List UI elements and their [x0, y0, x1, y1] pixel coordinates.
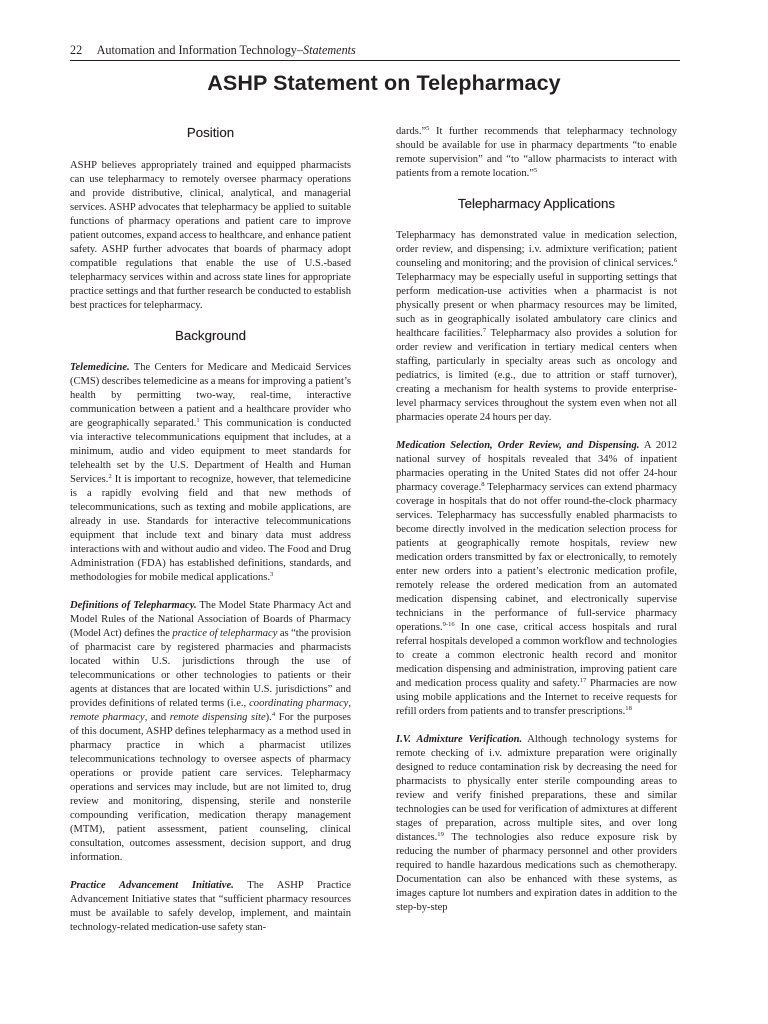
left-column [70, 125, 351, 935]
footnote-ref: 9-16 [442, 620, 455, 628]
running-head-emphasis: Statements [302, 43, 356, 57]
term-coordinating-pharmacy: coordinating pharmacy [249, 698, 349, 710]
heading-position: Position [186, 125, 235, 140]
page-number: 22 [70, 43, 83, 57]
run-in-definitions: Definitions of Telepharmacy. [70, 599, 197, 611]
footnote-ref: 1 [196, 417, 200, 425]
run-in-telemedicine: Telemedicine. [70, 362, 130, 374]
footnote-ref: 19 [437, 830, 444, 838]
footnote-ref: 7 [482, 327, 487, 335]
heading-background: Background [175, 328, 246, 344]
practice-advancement-paragraph: Practice Advancement Initiative. The ASHP Practice Advancement Initiative states that “sufficient pharmacy resources must be available to safely develop, implement, and maintain technology-related medication-use safety stan- [70, 879, 352, 933]
footnote-ref: 2 [108, 473, 112, 481]
run-in-medication-selection: Medication Selection, Order Review, and Dispensing. [396, 439, 640, 451]
footnote-ref: 4 [271, 711, 276, 719]
position-paragraph: ASHP believes appropriately trained and equipped pharmacists can use telepharmacy to remotely oversee pharmacy operations and provide distributive, clinical, analytical, and managerial services. ASHP advocates that telepharmacy be applied to suitable functions of pharmacy operations and patient care to improve patient outcomes, expand access to healthcare, and enhance patient safety. ASHP further advocates that boards of pharmacy adopt compatible regulations that enable the use of U.S.-based telepharmacy services within and across state lines for appropriate practice settings and that further research be conducted to establish best practices for telepharmacy. [70, 160, 351, 312]
footnote-ref: 6 [673, 257, 677, 265]
applications-intro-paragraph: Telepharmacy has demonstrated value in medication selection, order review, and dispensing; i.v. admixture verification; patient counseling and monitoring; and the provision of clinical services.$^6$ Telepharmacy may be especially useful in supporting settings that perform medication-use activities when a pharmacist is not physically present or when pharmacy resources may be limited, such as in geographically isolated ambulatory care clinics and healthcare facilities.$^7$ Telepharmacy also provides a solution for order review and verification in tertiary medical centers when staffing, particularly in specialty areas such as oncology and pediatrics, is limited (e.g., due to attrition or staff turnover), creating a mechanism for health systems to provide enterprise-level pharmacy services throughout the system even when not all pharmacies operate 24 hours per day. [396, 230, 677, 424]
running-head-title: Automation and Information Technology–Statements [96, 43, 356, 57]
footnote-ref: 5 [426, 125, 430, 132]
document-title: ASHP Statement on Telepharmacy [207, 71, 561, 95]
medication-selection-paragraph: Medication Selection, Order Review, and Dispensing. A 2012 national survey of hospitals revealed that 34% of inpatient pharmacies operating in the United States did not offer 24-hour pharmacy coverage.$^8$ Telepharmacy services can extend pharmacy coverage in hospitals that do not offer round-the-clock pharmacy services. Telepharmacy has successfully enabled pharmacists to become directly involved in the medication selection process for patients at geographically remote hospitals, review new medication orders transmitted by fax or electronically, to remotely enter new orders into a patient’s electronic medication profile, remotely release the ordered medication from an automated medication dispensing cabinet, and electronically supervise technicians in the performance of full-service pharmacy operations.$^{9-16}$ In one case, critical access hospitals and rural referral hospitals developed a common workflow and technologies to create a common electronic health record and monitor medication dispensing and administration, improving patient care and medication process quality and safety.$^{17}$ Pharmacies are now using mobile applications and the Internet to receive requests for refill orders from patients and to transfer prescriptions.$^{18}$ [396, 439, 677, 718]
run-in-practice-advancement: Practice Advancement Initiative. [70, 879, 234, 891]
footnote-ref: 17 [579, 677, 587, 685]
iv-admixture-paragraph: I.V. Admixture Verification. Although technology systems for remote checking of i.v. admixture preparation were originally designed to reduce contamination risk by decreasing the need for pharmacists to physically enter sterile compounding areas to review and verify finished preparations, these and similar technologies can be used for verification of admixtures at different stages of preparation, across multiple sites, and over long distances.$^{19}$ The technologies also reduce exposure risk by reducing the number of pharmacy personnel and other providers required to handle hazardous medications such as chemotherapy. Documentation can also be enhanced with these systems, as images capture lot numbers and expiration dates in addition to the step-by-step [396, 733, 677, 913]
telemedicine-paragraph: Telemedicine. The Centers for Medicare and Medicaid Services (CMS) describes telemedicine as a means for improving a patient’s health by permitting two-way, real-time, interactive communication between a patient and a healthcare provider who are geographically separated.$^1$ This communication is conducted via interactive telecommunications equipment that includes, at a minimum, audio and video equipment to meet standards for telehealth set by the U.S. Department of Health and Human Services.$^2$ It is important to recognize, however, that telemedicine is a rapidly evolving field and that new methods of telecommunications, such as texting and mobile applications, are already in use. Standards for interactive telecommunications equipment that include text and binary data must address interactions with and without audio and video. The Food and Drug Administration (FDA) has established definitions, standards, and methodologies for mobile medical applications.$^3$ [70, 362, 351, 584]
term-remote-dispensing-site: remote dispensing site [169, 712, 266, 724]
term-remote-pharmacy: remote pharmacy [70, 712, 145, 724]
term-practice-of-telepharmacy: practice of telepharmacy [172, 627, 278, 639]
footnote-ref: 3 [270, 571, 274, 579]
definitions-paragraph: Definitions of Telepharmacy. The Model State Pharmacy Act and Model Rules of the National Association of Boards of Pharmacy (Model Act) defines the practice of telepharmacy as “the provision of pharmacist care by registered pharmacies and pharmacists located within U.S. jurisdictions through the use of telecommunications or other technologies to patients or their agents at distances that are located within U.S. jurisdictions” and provides definitions of related terms (i.e., coordinating pharmacy, remote pharmacy, and remote dispensing site).$^4$ For the purposes of this document, ASHP defines telepharmacy as a method used in pharmacy practice in which a pharmacist utilizes telecommunications technology to oversee aspects of pharmacy operations or provide patient care services. Telepharmacy operations and services may include, but are not limited to, drug review and monitoring, dispensing, sterile and nonsterile compounding verification, medication therapy management (MTM), patient assessment, patient counseling, clinical consultation, outcomes assessment, decision support, and drug information. [70, 599, 351, 864]
run-in-iv-admixture: I.V. Admixture Verification. [396, 733, 523, 745]
footnote-ref: 5 [533, 167, 538, 175]
continuation-paragraph: dards.”$^5$ It further recommends that telepharmacy technology should be available for use in pharmacy departments “to enable remote supervision” and “to “allow pharmacists to interact with patients from a remote location.”$^5$ [396, 125, 677, 180]
footnote-ref: 18 [625, 705, 632, 713]
running-head [70, 44, 356, 56]
right-column [396, 125, 677, 915]
footnote-ref: 8 [481, 480, 485, 488]
header-rule [70, 60, 680, 61]
heading-telepharmacy-applications: Telepharmacy Applications [457, 196, 616, 212]
